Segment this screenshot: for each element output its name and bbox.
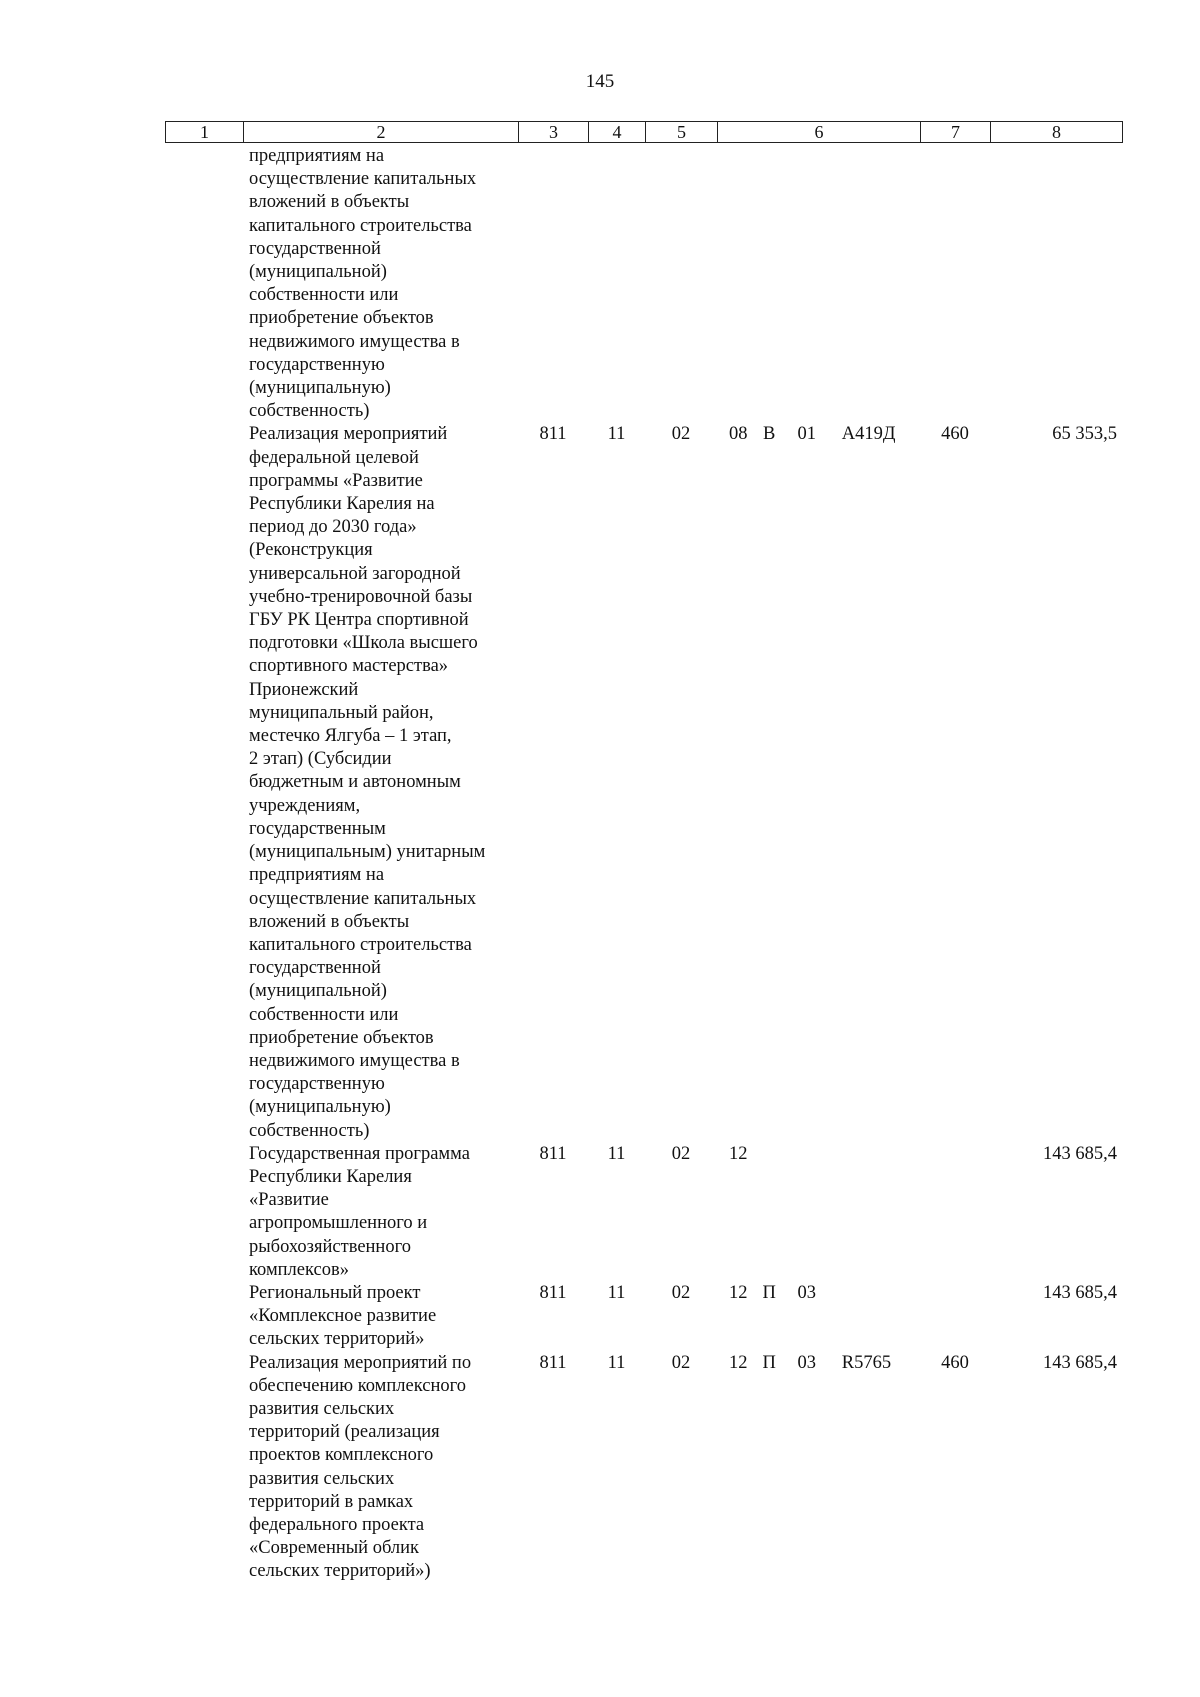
cell-col-3: 811 bbox=[539, 424, 567, 445]
cell-col-5: 02 bbox=[671, 1282, 691, 1303]
code-part-3 bbox=[779, 1143, 835, 1166]
code-part-3: 03 bbox=[797, 1352, 817, 1373]
cell-col-4: 11 bbox=[607, 424, 626, 445]
cell-amount: 65 353,5 bbox=[1052, 424, 1117, 445]
cell-col-3: 811 bbox=[539, 1352, 567, 1373]
header-col-3: 3 bbox=[519, 122, 589, 142]
header-col-7: 7 bbox=[921, 122, 991, 142]
cell-col-3: 811 bbox=[539, 1143, 567, 1164]
code-part-3: 01 bbox=[797, 424, 817, 445]
header-col-2: 2 bbox=[244, 122, 519, 142]
code-part-1: 12 bbox=[728, 1143, 748, 1164]
cell-col-5: 02 bbox=[671, 1352, 691, 1373]
cell-col-4: 11 bbox=[607, 1143, 626, 1164]
cell-amount: 143 685,4 bbox=[1043, 1143, 1117, 1164]
code-part-2: В bbox=[762, 424, 776, 445]
code-part-1: 08 bbox=[728, 424, 748, 445]
cell-col-7: 460 bbox=[941, 424, 969, 445]
cell-name: предприятиям на осуществление капитальных вложений в объекты капитального строительства государственной (муниципальной) собственности или приобретение объектов недвижимого имущества в государственную (муниципальную) собственность) bbox=[249, 146, 477, 422]
code-part-2 bbox=[759, 1143, 778, 1166]
cell-name: Региональный проект «Комплексное развитие сельских территорий» bbox=[249, 1282, 437, 1350]
table-row bbox=[165, 145, 1123, 423]
header-col-6: 6 bbox=[718, 122, 921, 142]
table-row bbox=[165, 1282, 1123, 1352]
header-col-5: 5 bbox=[646, 122, 718, 142]
cell-col-6 bbox=[717, 1352, 920, 1375]
code-part-3: 03 bbox=[797, 1282, 817, 1303]
cell-name: Государственная программа Республики Карелия «Развитие агропромышленного и рыбохозяйственного комплексов» bbox=[249, 1143, 470, 1280]
table-row bbox=[165, 1352, 1123, 1584]
cell-col-6 bbox=[717, 1143, 920, 1166]
header-col-8: 8 bbox=[1052, 122, 1061, 142]
code-part-1: 12 bbox=[728, 1282, 748, 1303]
code-part-4 bbox=[835, 1143, 920, 1166]
page-number: 145 bbox=[585, 71, 615, 92]
cell-amount: 143 685,4 bbox=[1043, 1282, 1117, 1303]
cell-name: Реализация мероприятий федеральной целевой программы «Развитие Республики Карелия на период до 2030 года» (Реконструкция универсальной загородной учебно-тренировочной базы ГБУ РК Центра спортивной подготовки «Школа высшего спортивного мастерства» Прионежский муниципальный район, местечко Ялгуба – 1 этап, 2 этап) (Субсидии бюджетным и автономным учреждениям, государственным (муниципальным) унитарным предприятиям на осуществление капитальных вложений в объекты капитального строительства государственной (муниципальной) собственности или приобретение объектов недвижимого имущества в государственную (муниципальную) собственность) bbox=[249, 424, 486, 1141]
table-row bbox=[165, 1143, 1123, 1282]
header-col-1: 1 bbox=[166, 122, 244, 142]
table-row bbox=[165, 423, 1123, 1142]
header-col-4: 4 bbox=[589, 122, 646, 142]
table-header bbox=[165, 121, 1123, 143]
cell-amount: 143 685,4 bbox=[1043, 1352, 1117, 1373]
cell-col-4: 11 bbox=[607, 1282, 626, 1303]
cell-col-6 bbox=[717, 423, 920, 446]
code-part-4: А419Д bbox=[841, 424, 896, 445]
code-part-2: П bbox=[762, 1282, 776, 1303]
code-part-4 bbox=[835, 1282, 920, 1305]
code-part-4: R5765 bbox=[841, 1352, 892, 1373]
cell-col-7: 460 bbox=[941, 1352, 969, 1373]
cell-col-5: 02 bbox=[671, 424, 691, 445]
cell-name: Реализация мероприятий по обеспечению комплексного развития сельских территорий (реализация проектов комплексного развития сельских территорий в рамках федерального проекта «Современный облик сельских территорий») bbox=[249, 1352, 472, 1582]
cell-col-4: 11 bbox=[607, 1352, 626, 1373]
cell-col-3: 811 bbox=[539, 1282, 567, 1303]
code-part-2: П bbox=[762, 1352, 776, 1373]
cell-col-5: 02 bbox=[671, 1143, 691, 1164]
cell-col-6 bbox=[717, 1282, 920, 1305]
table-body bbox=[165, 145, 1123, 1584]
code-part-1: 12 bbox=[728, 1352, 748, 1373]
